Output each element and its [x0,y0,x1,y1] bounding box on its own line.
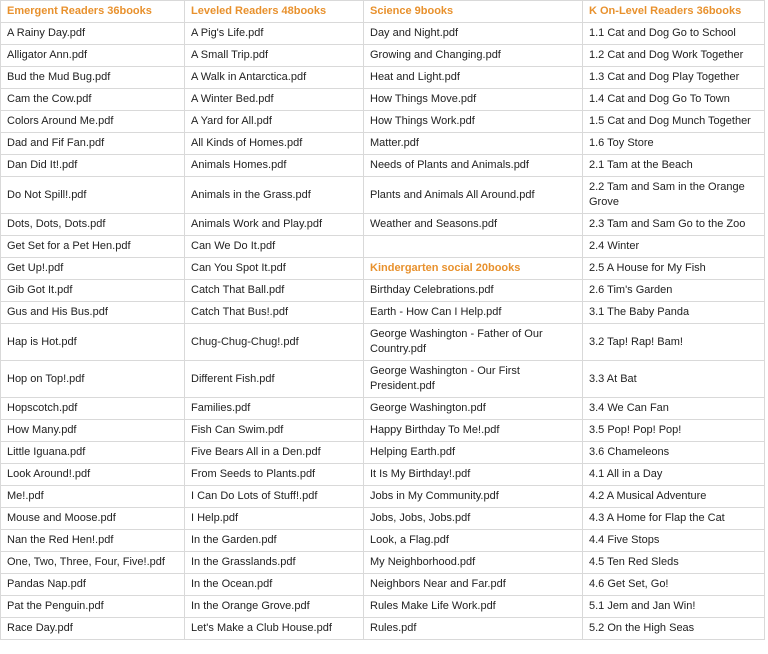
book-cell[interactable]: Catch That Bus!.pdf [185,302,364,324]
book-cell[interactable]: Chug-Chug-Chug!.pdf [185,324,364,361]
header-leveled-readers: Leveled Readers 48books [185,1,364,23]
book-cell[interactable]: Get Up!.pdf [1,258,185,280]
book-cell[interactable]: Rules Make Life Work.pdf [364,596,583,618]
book-cell[interactable]: 1.3 Cat and Dog Play Together [583,67,765,89]
table-row [1,324,765,361]
book-cell[interactable]: Jobs in My Community.pdf [364,486,583,508]
book-cell[interactable]: Day and Night.pdf [364,23,583,45]
book-cell[interactable]: A Winter Bed.pdf [185,89,364,111]
book-cell[interactable]: George Washington - Our First President.pdf [364,361,583,398]
book-cell[interactable]: In the Garden.pdf [185,530,364,552]
book-cell[interactable]: Little Iguana.pdf [1,442,185,464]
book-cell[interactable]: Can You Spot It.pdf [185,258,364,280]
header-k-on-level-readers: K On-Level Readers 36books [583,1,765,23]
book-cell[interactable]: It Is My Birthday!.pdf [364,464,583,486]
book-cell[interactable]: Plants and Animals All Around.pdf [364,177,583,214]
table-row [1,45,765,67]
empty-cell [364,236,583,258]
table-row [1,420,765,442]
book-cell[interactable]: Neighbors Near and Far.pdf [364,574,583,596]
table-row [1,177,765,214]
table-row [1,280,765,302]
table-row [1,236,765,258]
book-cell[interactable]: Gus and His Bus.pdf [1,302,185,324]
table-row [1,361,765,398]
book-cell[interactable]: Hop on Top!.pdf [1,361,185,398]
book-cell[interactable]: Get Set for a Pet Hen.pdf [1,236,185,258]
table-row [1,398,765,420]
book-cell[interactable]: 2.1 Tam at the Beach [583,155,765,177]
book-cell[interactable]: A Walk in Antarctica.pdf [185,67,364,89]
book-cell[interactable]: In the Orange Grove.pdf [185,596,364,618]
book-cell[interactable]: Animals in the Grass.pdf [185,177,364,214]
book-cell[interactable]: Pandas Nap.pdf [1,574,185,596]
book-cell[interactable]: Happy Birthday To Me!.pdf [364,420,583,442]
book-cell[interactable]: In the Grasslands.pdf [185,552,364,574]
book-cell[interactable]: Fish Can Swim.pdf [185,420,364,442]
book-cell[interactable]: 3.1 The Baby Panda [583,302,765,324]
book-cell[interactable]: Can We Do It.pdf [185,236,364,258]
book-cell[interactable]: How Things Move.pdf [364,89,583,111]
book-cell[interactable]: Helping Earth.pdf [364,442,583,464]
book-cell[interactable]: 3.5 Pop! Pop! Pop! [583,420,765,442]
table-row [1,508,765,530]
book-cell[interactable]: 4.4 Five Stops [583,530,765,552]
table-row [1,574,765,596]
book-cell[interactable]: My Neighborhood.pdf [364,552,583,574]
book-cell[interactable]: Pat the Penguin.pdf [1,596,185,618]
header-science: Science 9books [364,1,583,23]
book-cell[interactable]: Needs of Plants and Animals.pdf [364,155,583,177]
table-row [1,596,765,618]
book-cell[interactable]: 5.1 Jem and Jan Win! [583,596,765,618]
table-row [1,486,765,508]
book-cell[interactable]: Animals Work and Play.pdf [185,214,364,236]
book-cell[interactable]: Different Fish.pdf [185,361,364,398]
table-row [1,464,765,486]
book-cell[interactable]: 2.4 Winter [583,236,765,258]
book-cell[interactable]: 4.2 A Musical Adventure [583,486,765,508]
table-row [1,67,765,89]
book-cell[interactable]: 2.2 Tam and Sam in the Orange Grove [583,177,765,214]
book-cell[interactable]: Matter.pdf [364,133,583,155]
book-cell[interactable]: Five Bears All in a Den.pdf [185,442,364,464]
book-cell[interactable]: Hap is Hot.pdf [1,324,185,361]
book-cell[interactable]: 1.1 Cat and Dog Go to School [583,23,765,45]
table-row [1,133,765,155]
table-row [1,214,765,236]
table-row [1,302,765,324]
book-cell[interactable]: 4.5 Ten Red Sleds [583,552,765,574]
book-cell[interactable]: A Rainy Day.pdf [1,23,185,45]
book-cell[interactable]: Hopscotch.pdf [1,398,185,420]
book-cell[interactable]: Let's Make a Club House.pdf [185,618,364,640]
book-cell[interactable]: Jobs, Jobs, Jobs.pdf [364,508,583,530]
book-cell[interactable]: 4.3 A Home for Flap the Cat [583,508,765,530]
book-cell[interactable]: Mouse and Moose.pdf [1,508,185,530]
book-cell[interactable]: Colors Around Me.pdf [1,111,185,133]
book-cell[interactable]: Dad and Fif Fan.pdf [1,133,185,155]
header-emergent-readers: Emergent Readers 36books [1,1,185,23]
book-cell[interactable]: 4.6 Get Set, Go! [583,574,765,596]
book-cell[interactable]: 2.3 Tam and Sam Go to the Zoo [583,214,765,236]
table-row [1,23,765,45]
book-cell[interactable]: 2.5 A House for My Fish [583,258,765,280]
book-cell[interactable]: All Kinds of Homes.pdf [185,133,364,155]
book-cell[interactable]: 5.2 On the High Seas [583,618,765,640]
book-cell[interactable]: A Small Trip.pdf [185,45,364,67]
book-cell[interactable]: Do Not Spill!.pdf [1,177,185,214]
book-cell[interactable]: Bud the Mud Bug.pdf [1,67,185,89]
book-cell[interactable]: 3.4 We Can Fan [583,398,765,420]
book-cell[interactable]: George Washington.pdf [364,398,583,420]
table-row [1,618,765,640]
book-cell[interactable]: Race Day.pdf [1,618,185,640]
book-cell[interactable]: Animals Homes.pdf [185,155,364,177]
book-cell[interactable]: Heat and Light.pdf [364,67,583,89]
book-cell[interactable]: Nan the Red Hen!.pdf [1,530,185,552]
table-row [1,89,765,111]
book-cell[interactable]: I Help.pdf [185,508,364,530]
book-cell[interactable]: Look Around!.pdf [1,464,185,486]
book-cell[interactable]: In the Ocean.pdf [185,574,364,596]
book-cell[interactable]: Alligator Ann.pdf [1,45,185,67]
book-cell[interactable]: One, Two, Three, Four, Five!.pdf [1,552,185,574]
header-kindergarten-social: Kindergarten social 20books [364,258,583,280]
book-cell[interactable]: 1.4 Cat and Dog Go To Town [583,89,765,111]
book-cell[interactable]: Weather and Seasons.pdf [364,214,583,236]
book-cell[interactable]: Dots, Dots, Dots.pdf [1,214,185,236]
book-cell[interactable]: Growing and Changing.pdf [364,45,583,67]
table-row [1,258,765,280]
book-cell[interactable]: A Pig's Life.pdf [185,23,364,45]
book-cell[interactable]: Birthday Celebrations.pdf [364,280,583,302]
book-cell[interactable]: From Seeds to Plants.pdf [185,464,364,486]
table-row [1,552,765,574]
book-cell[interactable]: 1.2 Cat and Dog Work Together [583,45,765,67]
header-row [1,1,765,23]
book-cell[interactable]: A Yard for All.pdf [185,111,364,133]
book-cell[interactable]: How Many.pdf [1,420,185,442]
book-cell[interactable]: Look, a Flag.pdf [364,530,583,552]
book-cell[interactable]: 1.5 Cat and Dog Munch Together [583,111,765,133]
book-cell[interactable]: Cam the Cow.pdf [1,89,185,111]
book-cell[interactable]: 3.6 Chameleons [583,442,765,464]
book-cell[interactable]: 1.6 Toy Store [583,133,765,155]
table-row [1,530,765,552]
book-cell[interactable]: 3.2 Tap! Rap! Bam! [583,324,765,361]
book-cell[interactable]: Rules.pdf [364,618,583,640]
table-row [1,111,765,133]
book-cell[interactable]: 3.3 At Bat [583,361,765,398]
book-cell[interactable]: Me!.pdf [1,486,185,508]
book-cell[interactable]: 2.6 Tim's Garden [583,280,765,302]
book-cell[interactable]: George Washington - Father of Our Country.pdf [364,324,583,361]
book-cell[interactable]: 4.1 All in a Day [583,464,765,486]
book-cell[interactable]: I Can Do Lots of Stuff!.pdf [185,486,364,508]
table-row [1,155,765,177]
book-cell[interactable]: Catch That Ball.pdf [185,280,364,302]
book-cell[interactable]: How Things Work.pdf [364,111,583,133]
book-cell[interactable]: Dan Did It!.pdf [1,155,185,177]
book-cell[interactable]: Gib Got It.pdf [1,280,185,302]
book-cell[interactable]: Earth - How Can I Help.pdf [364,302,583,324]
table-row [1,442,765,464]
book-cell[interactable]: Families.pdf [185,398,364,420]
